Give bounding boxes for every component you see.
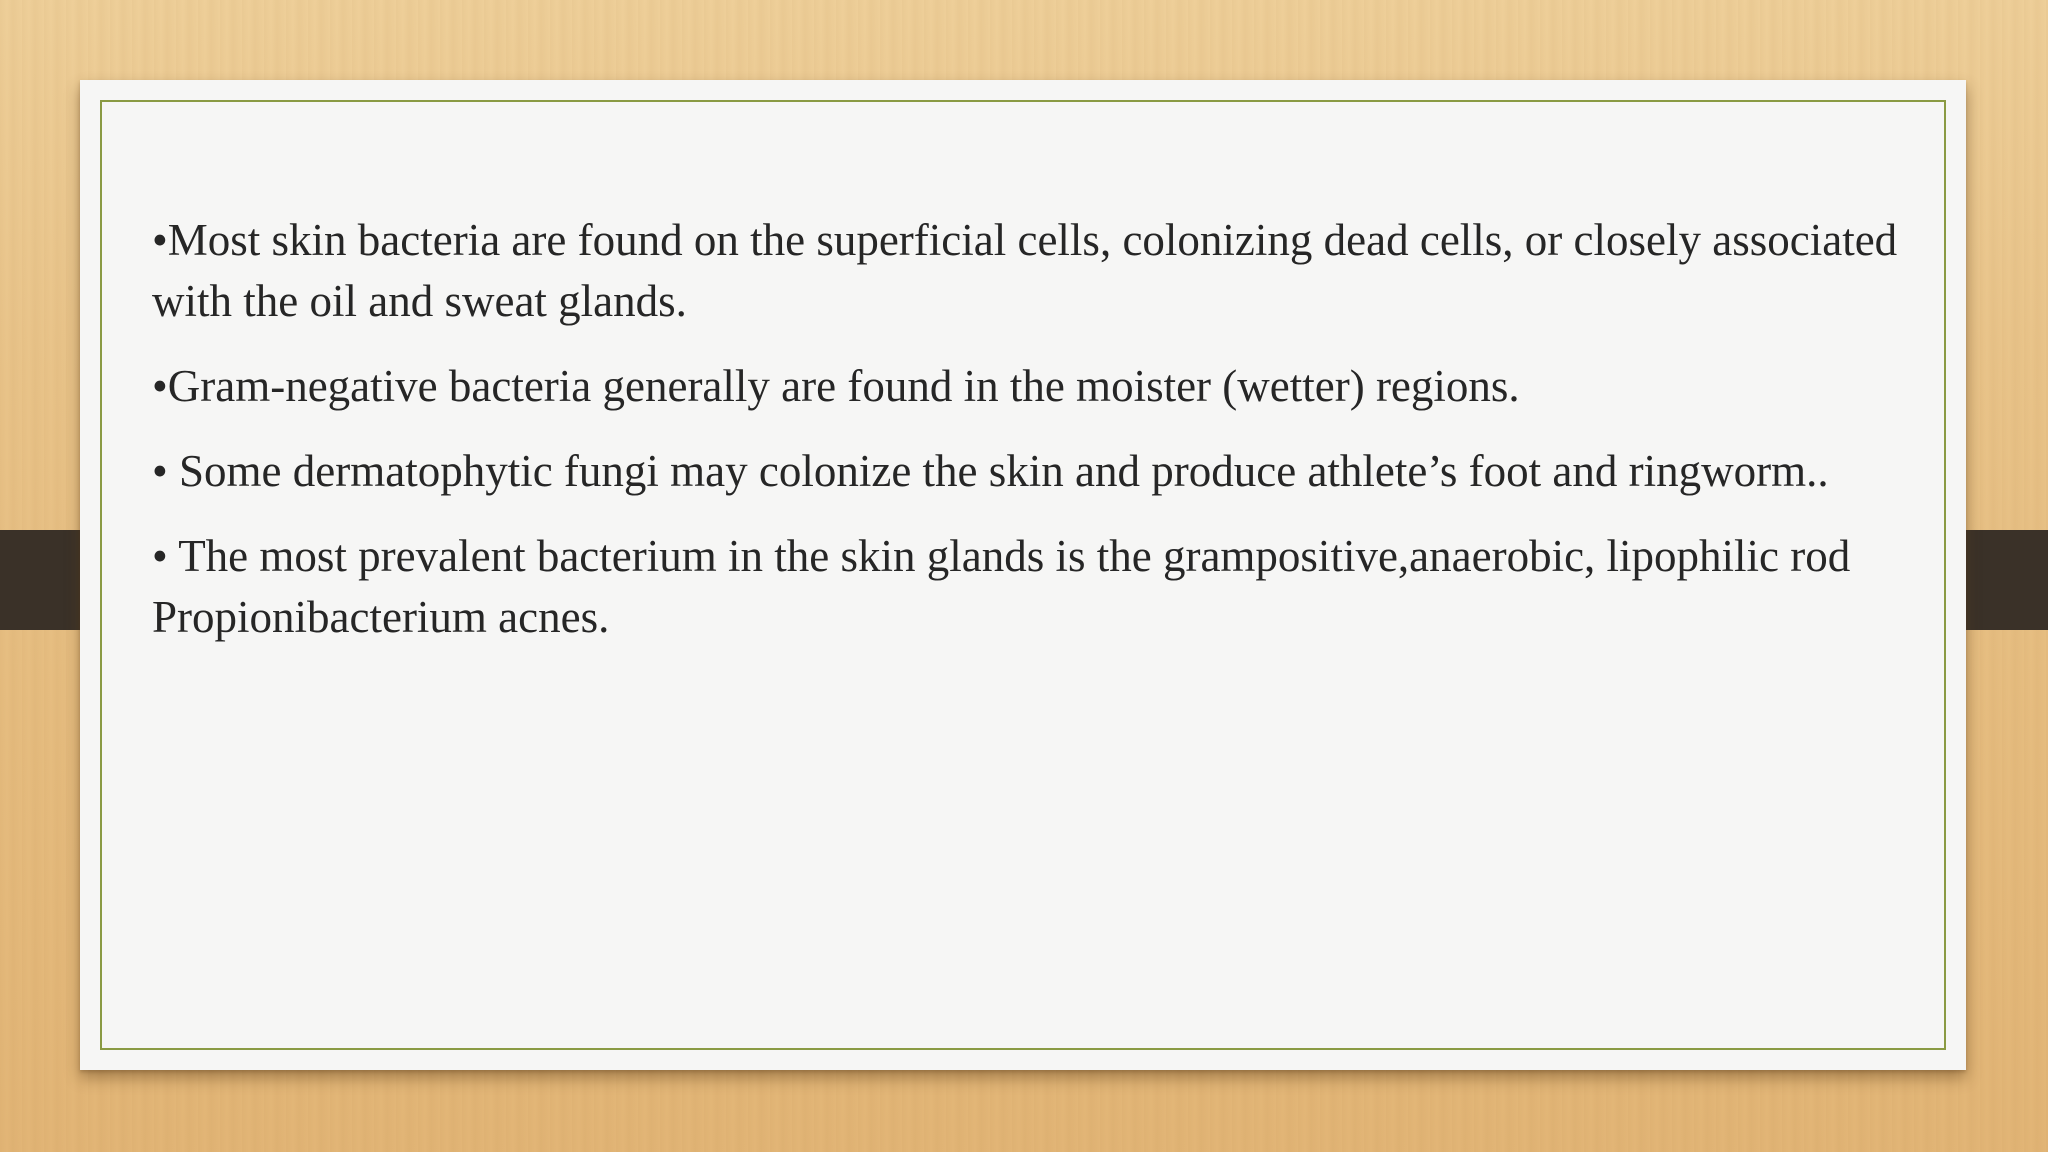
bullet-item: •Most skin bacteria are found on the superficial cells, colonizing dead cells, or closely associated with the oil and sweat glands. — [152, 215, 1898, 326]
bullet-item: • Some dermatophytic fungi may colonize the skin and produce athlete’s foot and ringworm.. — [152, 446, 1829, 496]
bullet-item: • The most prevalent bacterium in the skin glands is the grampositive,anaerobic, lipophilic rod Propionibacterium acnes. — [152, 531, 1851, 642]
bullet-item: •Gram-negative bacteria generally are found in the moister (wetter) regions. — [152, 361, 1520, 411]
bullet-list — [152, 210, 1912, 672]
slide-card — [80, 80, 1966, 1070]
